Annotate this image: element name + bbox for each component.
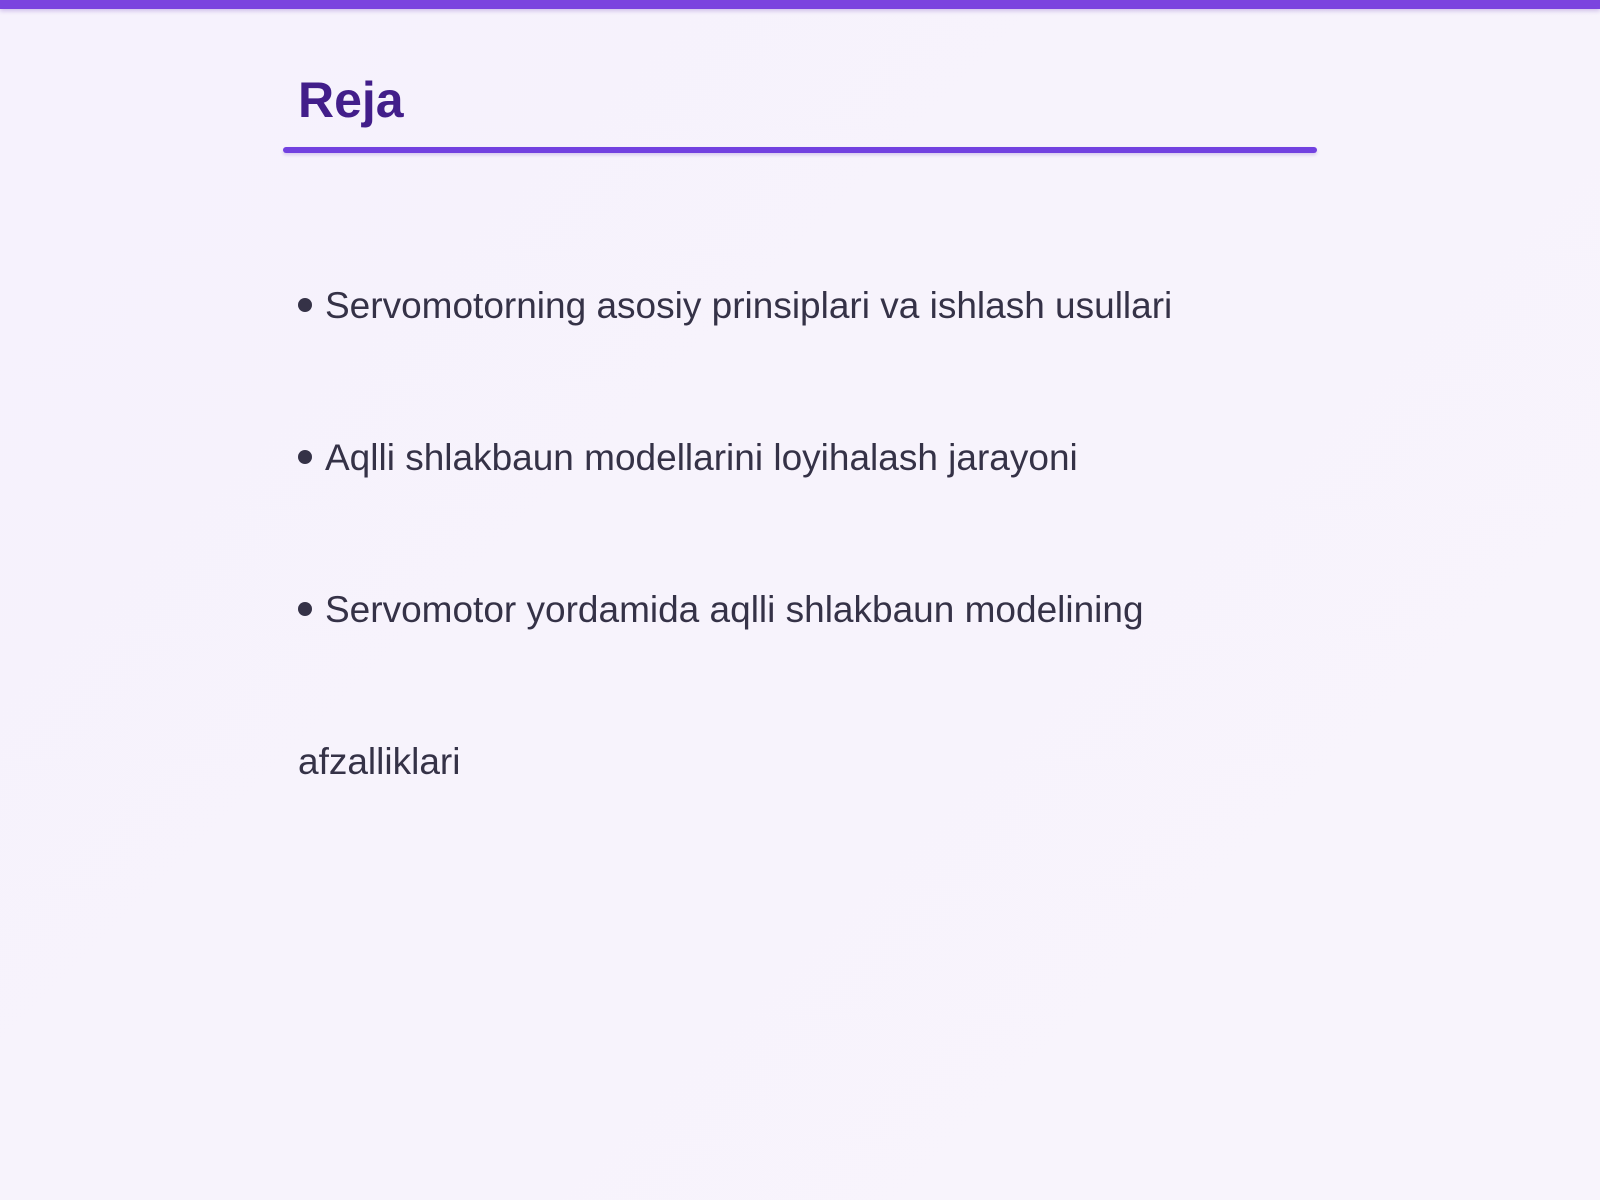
plan-item-text: Servomotorning asosiy prinsiplari va ishlash usullari	[325, 285, 1173, 326]
slide-title: Reja	[298, 72, 404, 128]
plan-item-text: Servomotor yordamida aqlli shlakbaun modelining	[325, 589, 1144, 630]
plan-item-text: afzalliklari	[298, 741, 461, 782]
top-accent-bar	[0, 0, 1600, 9]
plan-item-3	[298, 580, 1172, 732]
plan-item-2	[298, 428, 1172, 580]
plan-list	[298, 276, 1172, 792]
title-underline	[283, 147, 1317, 153]
bullet-icon	[298, 602, 312, 616]
plan-item-text: Aqlli shlakbaun modellarini loyihalash jarayoni	[325, 437, 1078, 478]
plan-item-1	[298, 276, 1172, 428]
bullet-icon	[298, 450, 312, 464]
bullet-icon	[298, 298, 312, 312]
plan-item-3-continuation	[298, 732, 1172, 792]
